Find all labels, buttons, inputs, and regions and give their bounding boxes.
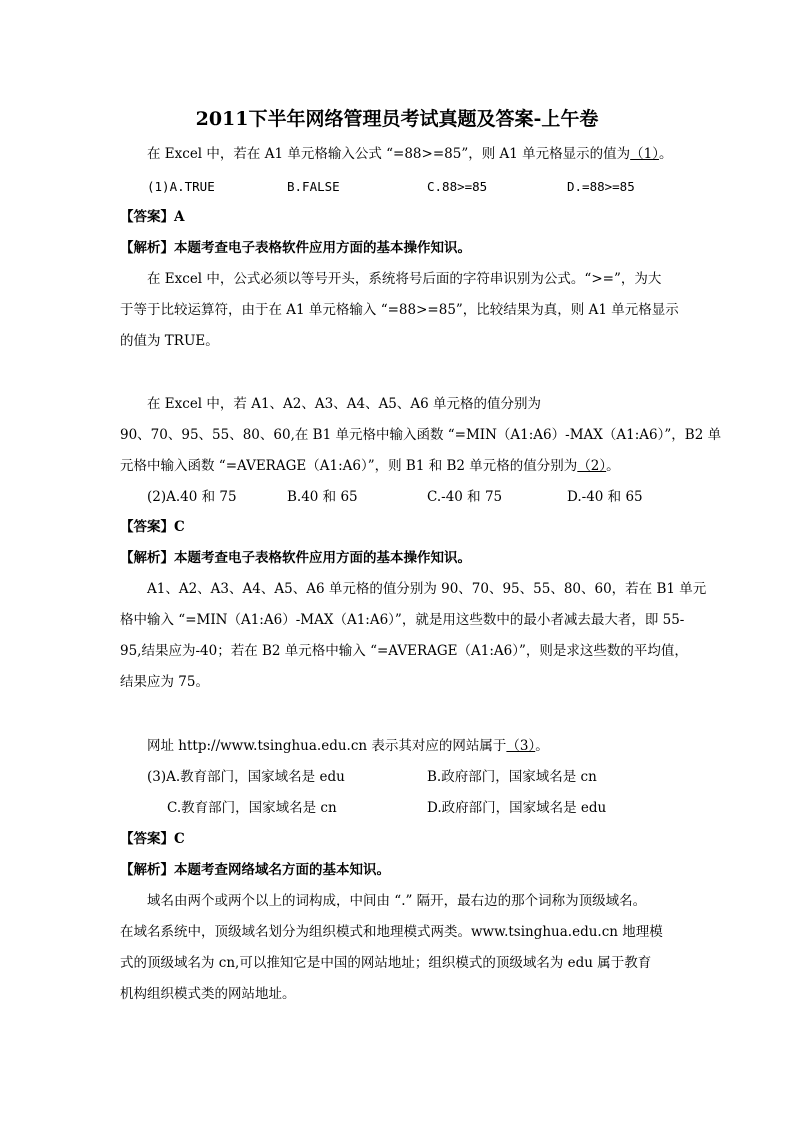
q3-analysis-title: 【解析】本题考查网络域名方面的基本知识。 [120,862,390,878]
page-title: 2011下半年网络管理员考试真题及答案-上午卷 [195,108,599,130]
question-2-stem: 元格中输入函数 “=AVERAGE（A1:A6）”，则 B1 和 B2 单元格的值分别为 [120,458,578,474]
q2-analysis-line: 结果应为 75。 [120,674,209,690]
q3-analysis-line: 机构组织模式类的网站地址。 [120,986,296,1002]
q2-analysis-line: 95,结果应为-40；若在 B2 单元格中输入 “=AVERAGE（A1:A6）”，则是求这些数的平均值， [120,643,688,659]
q2-option-c: C.-40 和 75 [427,489,503,505]
question-1-stem: 在 Excel 中，若在 A1 单元格输入公式 “=88>=85”，则 A1 单元格显示的值为 [147,146,631,162]
question-2-period: 。 [606,458,620,474]
q3-option-a: (3)A.教育部门，国家域名是 edu [147,769,345,785]
question-3-blank: （3） [506,738,536,754]
question-3-text [147,736,549,756]
question-1-blank: （1） [630,146,659,162]
q2-answer: 【答案】C [120,519,185,535]
question-1-period: 。 [659,146,673,162]
q2-analysis-title: 【解析】本题考查电子表格软件应用方面的基本操作知识。 [120,550,471,566]
q1-option-c: C.88>=85 [427,179,488,194]
q3-option-b: B.政府部门，国家域名是 cn [427,769,597,785]
q2-option-b: B.40 和 65 [287,489,358,505]
q1-option-a: (1)A.TRUE [147,179,215,194]
question-2-blank: （2） [577,458,607,474]
q3-analysis-line: 式的顶级域名为 cn,可以推知它是中国的网站地址；组织模式的顶级域名为 edu 属于教育 [120,955,652,971]
q1-option-b: B.FALSE [287,179,340,194]
q3-option-d: D.政府部门，国家域名是 edu [427,800,607,816]
question-3-period: 。 [535,738,549,754]
question-3-stem: 网址 http://www.tsinghua.edu.cn 表示其对应的网站属于 [147,738,507,754]
q3-analysis-line: 在域名系统中，顶级域名划分为组织模式和地理模式两类。www.tsinghua.edu.cn 地理模 [120,924,663,940]
q1-analysis-line: 在 Excel 中，公式必须以等号开头，系统将号后面的字符串识别为公式。“>=”，为大 [147,271,662,287]
q3-answer: 【答案】C [120,831,185,847]
q2-option-a: (2)A.40 和 75 [147,489,237,505]
q2-analysis-line: 格中输入 “=MIN（A1:A6）-MAX（A1:A6）”，就是用这些数中的最小者减去最大者，即 55- [120,612,685,628]
question-2-text [120,456,620,476]
q1-answer: 【答案】A [120,209,185,225]
question-2-line: 90、70、95、55、80、60,在 B1 单元格中输入函数 “=MIN（A1:A6）-MAX（A1:A6）”，B2 单 [120,427,722,443]
q3-analysis-line: 域名由两个或两个以上的词构成，中间由 “.” 隔开，最右边的那个词称为顶级域名。 [147,893,647,909]
q2-option-d: D.-40 和 65 [567,489,643,505]
q2-analysis-line: A1、A2、A3、A4、A5、A6 单元格的值分别为 90、70、95、55、80、60，若在 B1 单元 [147,581,707,597]
q1-analysis-line: 的值为 TRUE。 [120,333,219,349]
q1-analysis-line: 于等于比较运算符，由于在 A1 单元格输入 “=88>=85”，比较结果为真，则 A1 单元格显示 [120,302,679,318]
q1-analysis-title: 【解析】本题考查电子表格软件应用方面的基本操作知识。 [120,240,471,256]
question-1-text [147,144,673,164]
question-2-line: 在 Excel 中，若 A1、A2、A3、A4、A5、A6 单元格的值分别为 [147,396,542,412]
q3-option-c: C.教育部门，国家域名是 cn [167,800,337,816]
q1-option-d: D.=88>=85 [567,179,635,194]
